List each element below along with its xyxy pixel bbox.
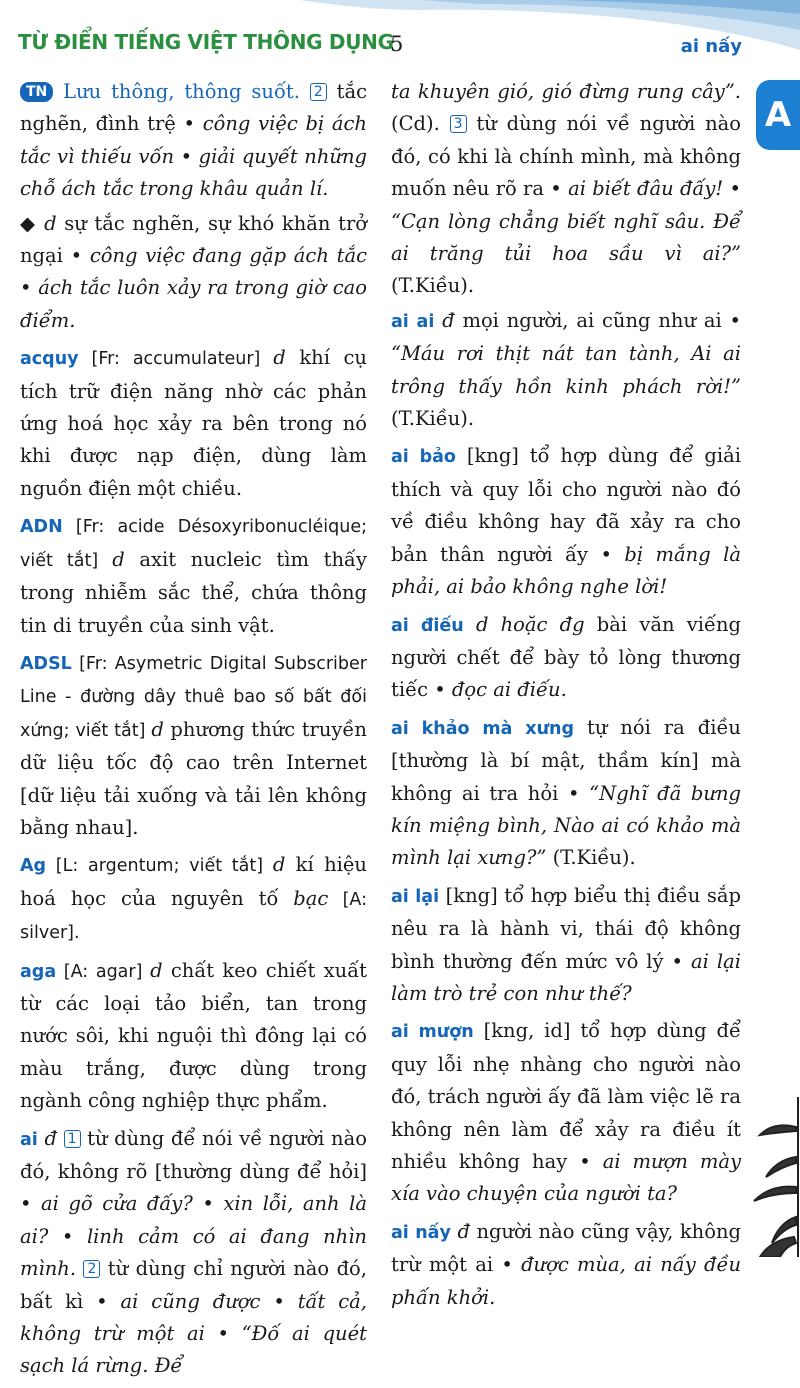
example-text: bị mắng là phải, ai bảo không nghe lời! xyxy=(391,542,741,599)
sense-number: 2 xyxy=(310,83,327,101)
headword: ai lại xyxy=(391,886,440,907)
sense-number: 3 xyxy=(450,115,467,133)
definition-text: khí cụ tích trữ điện năng nhờ các phản ứng hoá học xảy ra bên trong nó khi được nạp điện, dùng làm nguồn điện một chiều. xyxy=(20,346,367,500)
source-citation: (T.Kiều). xyxy=(391,274,475,298)
definition-text: sự tắc nghẽn, sự khó khăn trở ngại • xyxy=(20,211,367,268)
definition-text: từ dùng chỉ người nào đó, bất kì • xyxy=(20,1257,367,1313)
headword: aga xyxy=(20,961,57,982)
headword: ai điếu xyxy=(391,615,464,636)
headword: ADSL xyxy=(20,653,72,674)
definition-text: bài văn viếng người chết để bày tỏ lòng thương tiếc • xyxy=(391,612,741,702)
sense-number: 2 xyxy=(83,1260,100,1278)
headword: ai mượn xyxy=(391,1022,474,1043)
definition-text: phương thức truyền dữ liệu tốc độ cao trên Internet [dữ liệu tải xuống và tải lên không bằng nhau]. xyxy=(20,717,367,839)
cross-reference: bạc xyxy=(293,886,329,910)
definition-text: [kng] tổ hợp biểu thị điều sắp nêu ra là hành vi, thái độ không bình thường đến mức vô lý • xyxy=(391,883,741,973)
part-of-speech: đ xyxy=(44,1126,57,1150)
part-of-speech: d xyxy=(150,958,163,982)
source-citation: (T.Kiều). xyxy=(391,407,475,431)
definition-text: mọi người, ai cũng như ai • xyxy=(454,308,741,332)
part-of-speech: d hoặc đg xyxy=(475,612,585,636)
part-of-speech: d xyxy=(112,547,125,571)
source-citation: (T.Kiều). xyxy=(546,846,636,870)
etymology: [Fr: Asymetric Digital Subscriber Line - đường dây thuê bao số bất đối xứng; viết tắt] xyxy=(20,653,367,741)
definition-text: kí hiệu hoá học của nguyên tố xyxy=(20,853,367,910)
headword: Ag xyxy=(20,856,47,877)
guide-word: ai nấy xyxy=(680,36,742,57)
headword: ai ai xyxy=(391,311,435,332)
headword: ai khảo mà xưng xyxy=(391,718,575,739)
left-column xyxy=(20,76,367,1388)
etymology: [Fr: acide Désoxyribonucléique; viết tắt] xyxy=(20,517,367,571)
definition-text: từ dùng nói về người nào đó, có khi là chính mình, mà không muốn nêu rõ ra • xyxy=(391,112,741,201)
definition-text: tự nói ra điều [thường là bí mật, thầm kín] mà không ai tra hỏi • xyxy=(391,715,741,805)
etymology: [L: argentum; viết tắt] xyxy=(46,856,273,877)
headword: ai bảo xyxy=(391,447,456,468)
entry-ai-nay xyxy=(391,1216,741,1314)
headword: acquy xyxy=(20,349,79,370)
entry-ai-lai xyxy=(391,880,741,1011)
diamond-icon: ◆ xyxy=(20,211,45,235)
definition-text: [A: silver]. xyxy=(20,889,367,944)
entry-ai-khao-ma-xung xyxy=(391,712,741,875)
example-text: “Nghĩ đã bưng kín miệng bình, Nào ai có khảo mà mình lại xưng?” xyxy=(391,781,741,870)
source-citation: (Cd). xyxy=(391,112,450,136)
example-text: ai biết đâu đấy! • “Cạn lòng chẳng biết nghĩ sâu. Để ai trăng tủi hoa sầu vì ai?” xyxy=(391,177,742,266)
definition-text: [kng, id] tổ hợp dùng để quy lỗi nhẹ nhàng cho người nào đó, trách người ấy đã làm việc lẽ ra không nên làm để xảy ra điều ít nhiều không hay • xyxy=(391,1019,742,1173)
entry-ai xyxy=(20,1123,367,1383)
letter-tab: A xyxy=(756,80,800,150)
etymology: [A: agar] xyxy=(56,961,151,982)
example-text: “Máu rơi thịt nát tan tành, Ai ai trông thấy hồn kinh phách rời!” xyxy=(391,342,741,398)
headword: ai xyxy=(20,1129,38,1150)
part-of-speech: d xyxy=(272,853,286,877)
part-of-speech: d xyxy=(151,717,164,741)
example-text: ai gõ cửa đấy? • xin lỗi, anh là ai? • linh cảm có ai đang nhìn mình. xyxy=(20,1192,367,1281)
definition-text: [kng] tổ hợp dùng để giải thích và quy lỗi cho người nào đó về điều không hay đã xảy ra cho bản thân người ấy • xyxy=(391,444,741,566)
entry-adn xyxy=(20,510,367,642)
example-text: ta khuyên gió, gió đừng rung cây”. xyxy=(391,80,741,103)
entry-acquy xyxy=(20,342,367,505)
entry-ag xyxy=(20,849,367,949)
part-of-speech: d xyxy=(44,211,57,235)
part-of-speech: đ xyxy=(457,1219,470,1243)
definition-text: chất keo chiết xuất từ các loại tảo biển, tan trong nước sôi, khi nguội thì đông lại có màu trắng, được dùng trong ngành công nghiệp thực phẩm. xyxy=(20,958,367,1113)
entry-aga xyxy=(20,955,367,1118)
entry-continuation xyxy=(20,76,367,206)
right-column xyxy=(391,76,741,1319)
example-text: được mùa, ai nấy đều phấn khởi. xyxy=(391,1253,741,1309)
entry-ai-continuation xyxy=(391,76,741,303)
sense-number: 1 xyxy=(64,1130,81,1148)
example-text: đọc ai điếu. xyxy=(451,678,567,702)
entry-adsl xyxy=(20,647,367,844)
sense-text: Lưu thông, thông suốt. xyxy=(63,80,300,103)
example-text: công việc bị ách tắc vì thiếu vốn • giải quyết những chỗ ách tắc trong khâu quản lí. xyxy=(20,112,367,201)
definition-text: người nào cũng vậy, không trừ một ai • xyxy=(391,1219,741,1277)
definition-text: axit nucleic tìm thấy trong nhiễm sắc thể, chứa thông tin di truyền của sinh vật. xyxy=(20,547,368,637)
definition-text: tắc nghẽn, đình trệ • xyxy=(20,80,367,136)
entry-subsense xyxy=(20,208,367,338)
example-text: công việc đang gặp ách tắc • ách tắc luôn xảy ra trong giờ cao điểm. xyxy=(20,244,368,332)
example-text: ai cũng được • tất cả, không trừ một ai • “Đố ai quét sạch lá rừng. Để xyxy=(20,1289,367,1378)
entry-ai-dieu xyxy=(391,609,741,707)
part-of-speech: đ xyxy=(442,308,455,332)
part-of-speech: d xyxy=(273,346,286,370)
sense-badge-tn: TN xyxy=(20,82,53,102)
entry-ai-muon xyxy=(391,1015,741,1210)
headword: ADN xyxy=(20,517,63,538)
dictionary-title: TỪ ĐIỂN TIẾNG VIỆT THÔNG DỤNG xyxy=(18,30,394,54)
etymology: [Fr: accumulateur] xyxy=(78,349,274,370)
example-text: ai mượn mày xía vào chuyện của người ta? xyxy=(391,1150,741,1206)
entry-ai-ai xyxy=(391,305,741,436)
example-text: ai lại làm trò trẻ con như thế? xyxy=(391,949,741,1005)
headword: ai nấy xyxy=(391,1222,451,1243)
definition-text: từ dùng để nói về người nào đó, không rõ [thường dùng để hỏi] • xyxy=(20,1126,367,1216)
entry-ai-bao xyxy=(391,440,741,603)
page-number: 5 xyxy=(390,32,404,56)
bamboo-decoration xyxy=(720,1097,800,1257)
